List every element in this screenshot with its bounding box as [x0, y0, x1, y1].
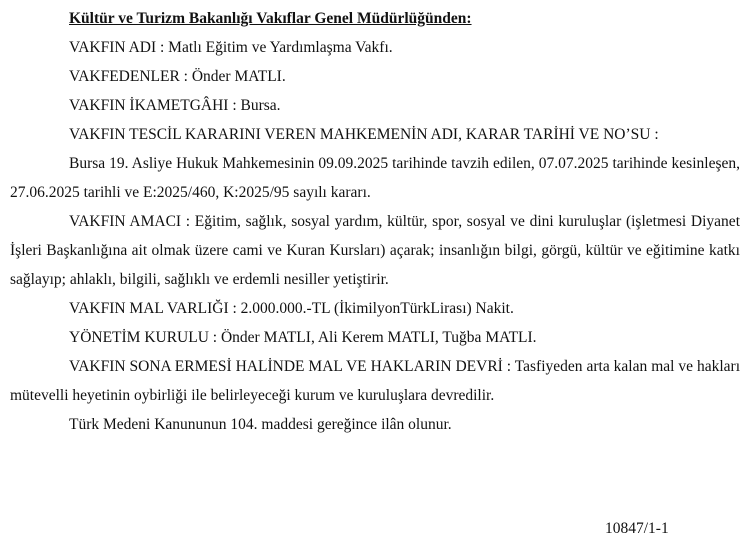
paragraph-board: YÖNETİM KURULU : Önder MATLI, Ali Kerem MATLI, Tuğba MATLI.: [69, 329, 537, 346]
document-title: Kültür ve Turizm Bakanlığı Vakıflar Genel Müdürlüğünden:: [69, 10, 472, 27]
reference-number: 10847/1-1: [605, 520, 669, 537]
paragraph-assets: VAKFIN MAL VARLIĞI : 2.000.000.-TL (İkimilyonTürkLirası) Nakit.: [69, 300, 514, 317]
paragraph-legal-notice: Türk Medeni Kanununun 104. maddesi gereğince ilân olunur.: [69, 416, 452, 433]
paragraph-court-heading: VAKFIN TESCİL KARARINI VEREN MAHKEMENİN ADI, KARAR TARİHİ VE NO’SU :: [69, 126, 659, 143]
paragraph-founders: VAKFEDENLER : Önder MATLI.: [69, 68, 286, 85]
paragraph-foundation-name: VAKFIN ADI : Matlı Eğitim ve Yardımlaşma Vakfı.: [69, 39, 393, 56]
paragraph-dissolution: VAKFIN SONA ERMESİ HALİNDE MAL VE HAKLARIN DEVRİ : Tasfiyeden arta kalan mal ve hakları mütevelli heyetinin oybirliği ile belirleyeceği kurum ve kuruluşlara devredilir.: [10, 358, 740, 404]
paragraph-purpose: VAKFIN AMACI : Eğitim, sağlık, sosyal yardım, kültür, spor, sosyal ve dini kuruluşlar (işletmesi Diyanet İşleri Başkanlığına ait olmak üzere cami ve Kuran Kursları) açarak; insanlığın bilgi, görgü, kültür ve eğitimine katkı sağlayıp; ahlaklı, bilgili, sağlıklı ve erdemli nesiller yetiştirir.: [10, 213, 740, 288]
paragraph-court-decision: Bursa 19. Asliye Hukuk Mahkemesinin 09.09.2025 tarihinde tavzih edilen, 07.07.2025 tarihinde kesinleşen, 27.06.2025 tarihli ve E:2025/460, K:2025/95 sayılı kararı.: [10, 155, 740, 201]
announcement-document: [10, 4, 740, 439]
paragraph-residence: VAKFIN İKAMETGÂHI : Bursa.: [69, 97, 281, 114]
